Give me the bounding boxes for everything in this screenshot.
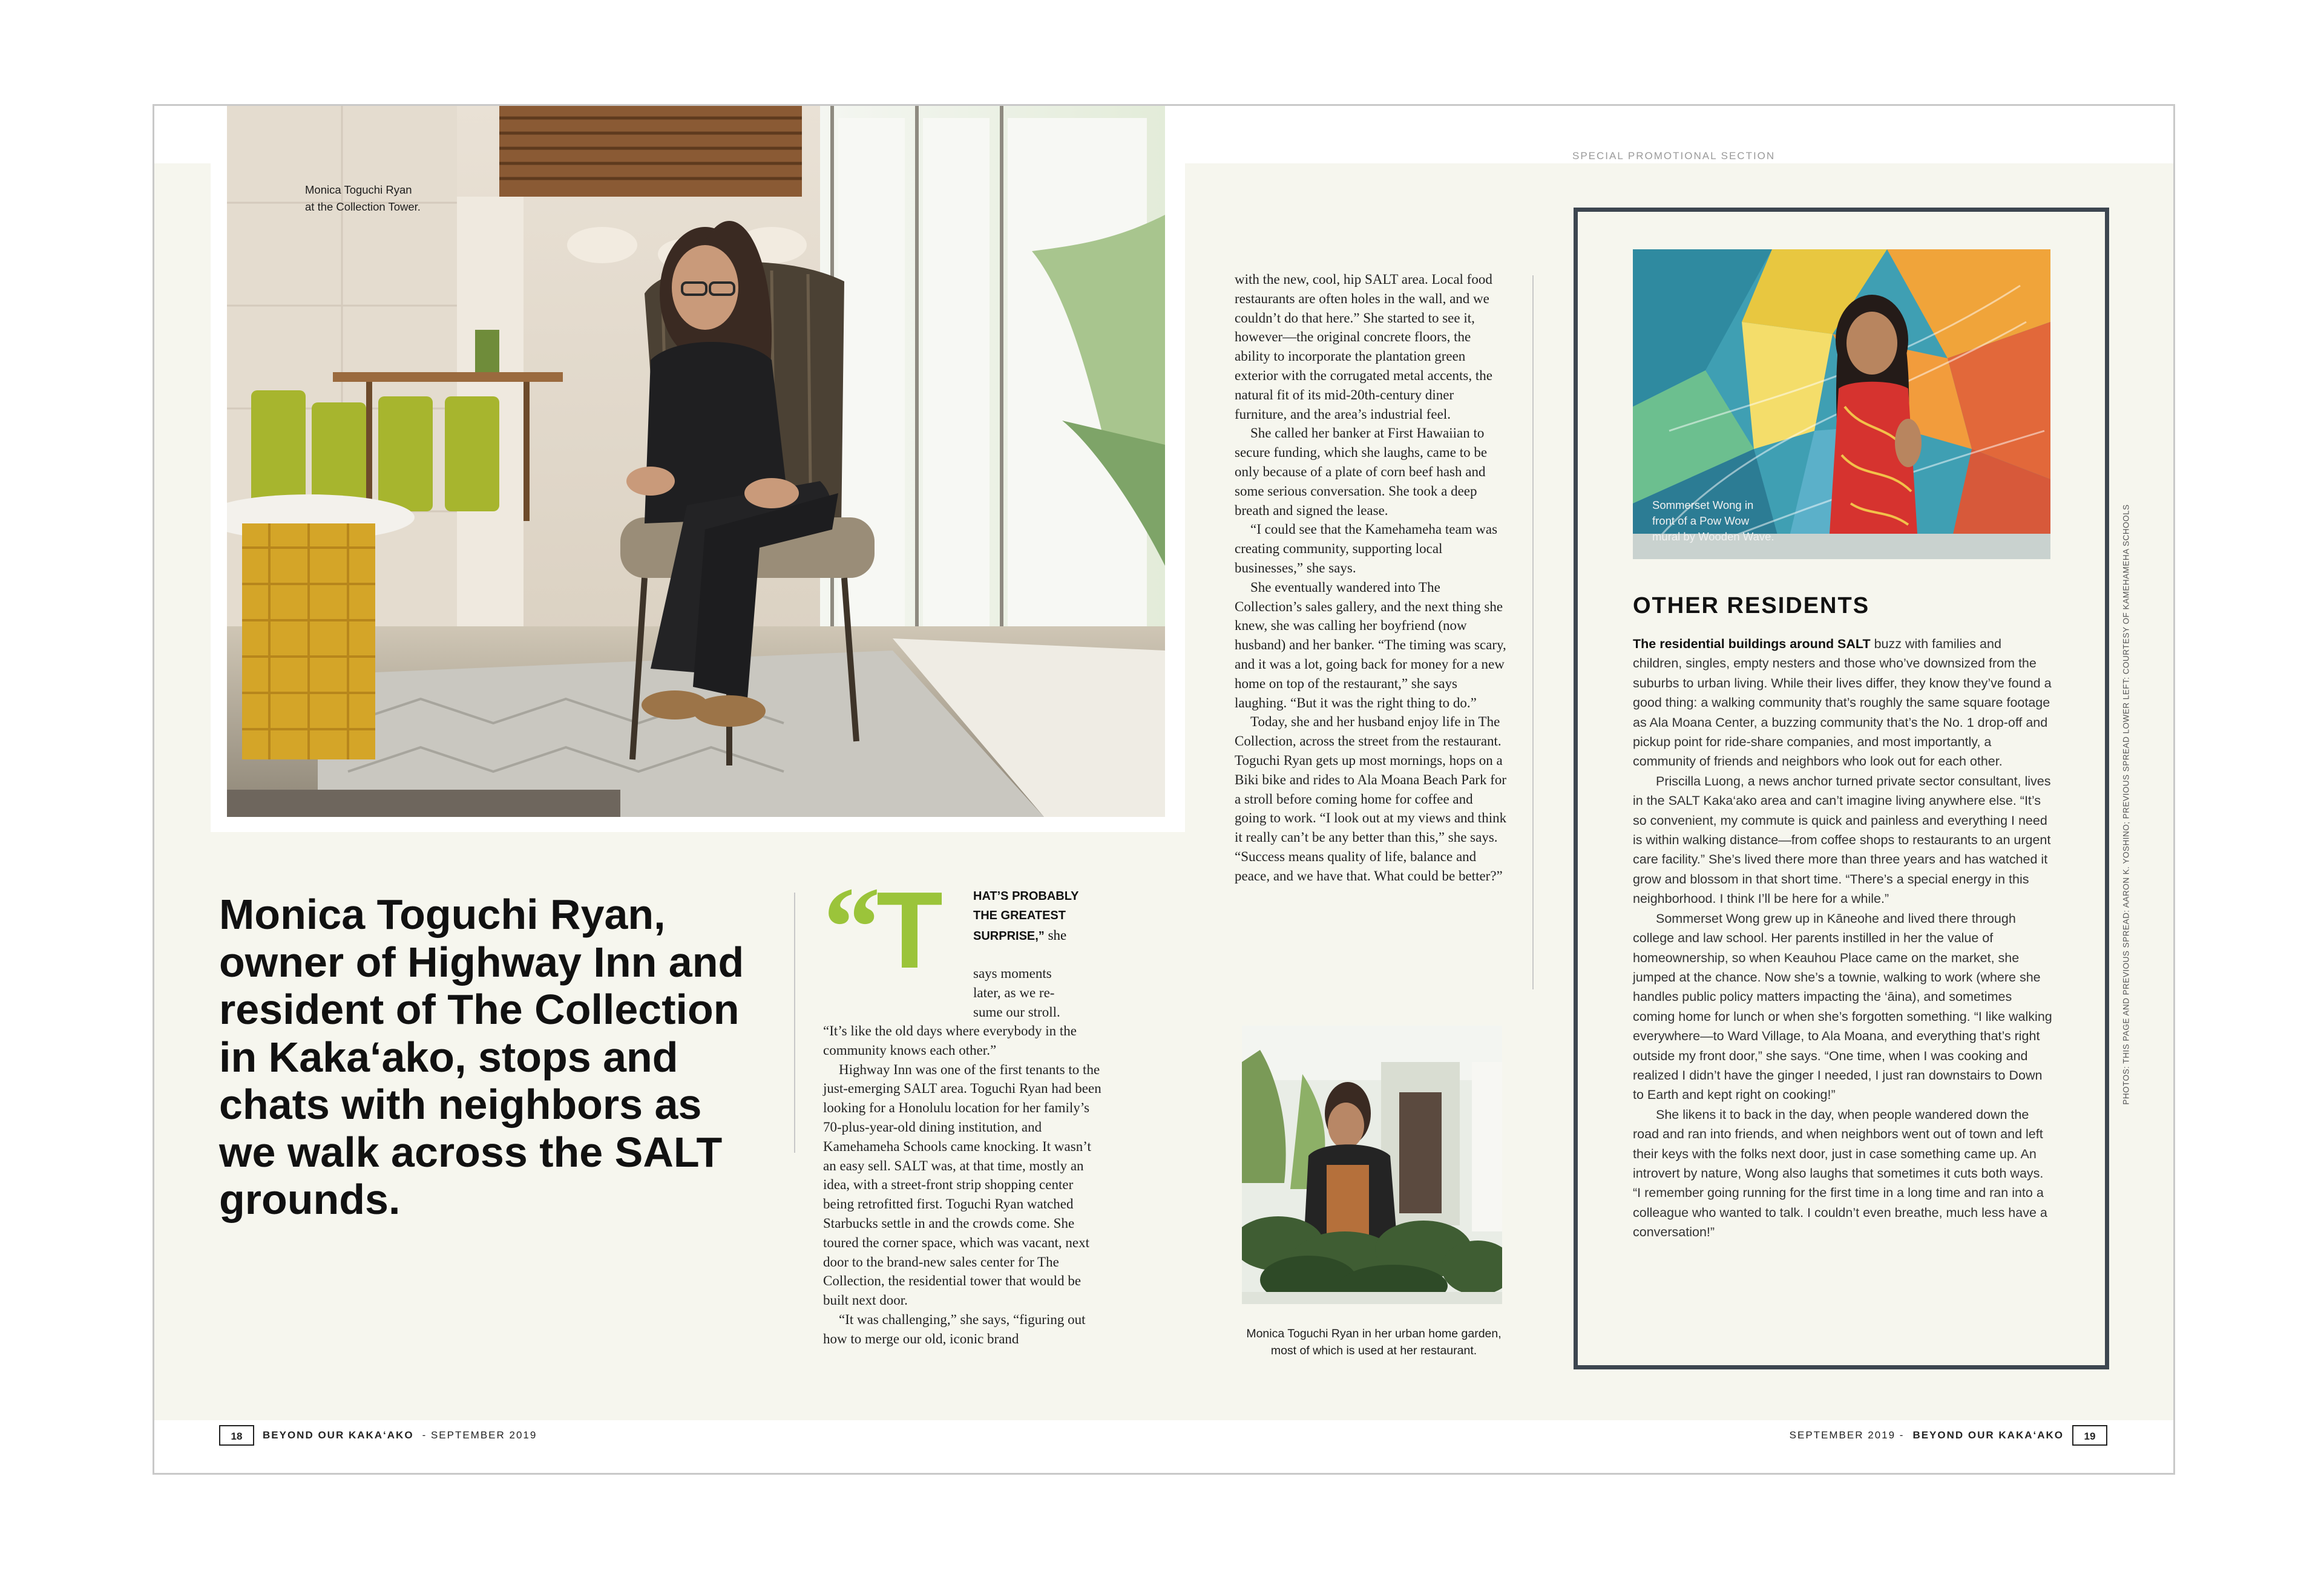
col1-paragraph-3: “It was challenging,” she says, “figuring out how to merge our old, iconic brand — [823, 1311, 1086, 1346]
lead-line-3 — [973, 926, 1094, 946]
sidebar-paragraph-3: Sommerset Wong grew up in Kāneohe and lived there through college and law school. Her parents instilled in her the value of homeownership, so when Keauhou Place came on the market, she jumped at the chance. Now she’s a townie, walking to work (where she handles public policy matters impacting the ‘āina), and sometimes coming home for lunch or when she’s forgotten something. “I like walking everywhere—to Ward Village, to Ala Moana, and everything that’s right outside my front door,” she says. “One time, when I was cooking and realized I didn’t have the ginger I needed, I just ran downstairs to Down to Earth and kept right on cooking!” — [1633, 911, 2052, 1103]
right-footer — [1790, 1424, 2107, 1446]
sidebar-paragraph-2: Priscilla Luong, a news anchor turned private sector consultant, lives in the SALT Kaka‘ako area and can’t imagine living anywhere else. “It’s so convenient, my commute is quick and painless and everything I need is within walking distance—from coffee shops to restaurants to an urgent care facility.” She’s lived there more than three years and has watched it grow and blossom in that short time. “There’s a special energy in this neighborhood. I think I’ll be here for a while.” — [1633, 773, 2051, 906]
sidebar-paragraph-1 — [1633, 634, 2053, 772]
right-page-number: 19 — [2072, 1425, 2107, 1446]
left-footer-title: BEYOND OUR KAKA‘AKO — [263, 1429, 414, 1441]
col2-paragraph-4: She eventually wandered into The Collection’s sales gallery, and the next thing she knew, she was calling her boyfriend (now husband) and her banker. “The timing was scary, and it was a lot, going back for money for a new home on top of the restaurant,” she says laughing. “But it was the right thing to do.” — [1235, 579, 1506, 710]
garden-photo — [1242, 1026, 1502, 1304]
col2-paragraph-1: with the new, cool, hip SALT area. Local food restaurants are often holes in the wall, and we couldn’t do that here.” She started to see it, however—the original concrete floors, the ability to incorporate the plantation green exterior with the corrugated metal accents, the natural fit of its mid-20th-century diner furniture, and the area’s industrial feel. — [1235, 272, 1492, 422]
column-divider-left — [794, 893, 795, 1153]
sidebar-lead-bold: The residential buildings around SALT — [1633, 637, 1871, 651]
dropcap-letter: T — [876, 870, 943, 991]
photo-credit: PHOTOS: THIS PAGE AND PREVIOUS SPREAD: AARON K. YOSHINO; PREVIOUS SPREAD LOWER LEFT: COURTESY OF KAMEHAMEHA SCHOOLS — [2121, 504, 2131, 1105]
lead-line-4: says moments — [973, 966, 1052, 981]
article-column-2 — [1235, 270, 1507, 886]
main-caption-line1: Monica Toguchi Ryan — [305, 183, 412, 196]
col1-paragraph-1: “It’s like the old days where everybody in the community knows each other.” — [823, 1023, 1077, 1058]
promo-section-label: SPECIAL PROMOTIONAL SECTION — [1572, 150, 1776, 162]
main-caption-line2: at the Collection Tower. — [305, 200, 421, 213]
lead-line-2: THE GREATEST — [973, 908, 1066, 922]
left-page-number: 18 — [219, 1425, 254, 1446]
lead-caps — [973, 887, 1094, 946]
right-footer-date: SEPTEMBER 2019 - — [1789, 1429, 1905, 1441]
right-footer-title: BEYOND OUR KAKA‘AKO — [1912, 1429, 2064, 1441]
col2-paragraph-2: She called her banker at First Hawaiian to secure funding, which she laughs, came to be only because of a plate of corn beef hash and some serious conversation. She took a deep breath and signed the lease. — [1235, 425, 1488, 518]
sidebar-paragraph-4: She likens it to back in the day, when people wandered down the road and ran into friends, and when neighbors went out of town and left their keys with the folks next door, just in case something came up. An introvert by nature, Wong also laughs that sometimes it cuts both ways. “I remember going running for the first time in a long time and ran into a colleague who wanted to talk. I couldn’t even breathe, much less have a conversation!” — [1633, 1107, 2047, 1240]
headline: Monica Toguchi Ryan, owner of Highway Inn and resident of The Collection in Kaka‘ako, stops and chats with neighbors as we walk across the SALT grounds. — [219, 891, 744, 1223]
left-footer — [219, 1424, 537, 1446]
garden-caption-line1: Monica Toguchi Ryan in her urban home garden, — [1246, 1327, 1502, 1340]
main-photo-caption — [305, 182, 421, 215]
left-footer-date: - SEPTEMBER 2019 — [422, 1429, 537, 1441]
col2-paragraph-5: Today, she and her husband enjoy life in The Collection, across the street from the restaurant. Toguchi Ryan gets up most mornings, hops on a Biki bike and rides to Ala Moana Beach Park for a stroll before coming home for coffee and going to work. “I look out at my views and think it really can’t be any better than this,” she says. “Success means quality of life, balance and peace, and we have that. What could be better?” — [1235, 714, 1507, 883]
lead-line-1: HAT’S PROBABLY — [973, 890, 1079, 903]
mural-photo-caption — [1652, 497, 1774, 545]
sidebar-p1-rest: buzz with families and children, singles, empty nesters and those who’ve downsized from the suburbs to urban living. While their lives differ, they know they’ve found a good thing: a walking community that’s roughly the same square footage as Ala Moana Center, a buzzing community that’s the No. 1 drop-off and pickup point for ride-share companies, and most importantly, a community of friends and neighbors who look out for each other. — [1633, 637, 2052, 769]
mural-caption-line2: front of a Pow Wow — [1652, 514, 1750, 527]
article-column-1 — [823, 1021, 1101, 1349]
lead-line-5: later, as we re- — [973, 985, 1055, 1000]
lead-line-6: sume our stroll. — [973, 1004, 1060, 1020]
garden-caption-line2: most of which is used at her restaurant. — [1270, 1344, 1477, 1357]
mural-caption-line3: mural by Wooden Wave. — [1652, 530, 1774, 543]
col2-paragraph-3: “I could see that the Kamehameha team was creating community, supporting local businesses,” she says. — [1235, 522, 1498, 575]
lead-line-3-rest: she — [1044, 927, 1067, 943]
mural-caption-line1: Sommerset Wong in — [1652, 499, 1754, 511]
column-divider-right — [1532, 275, 1534, 989]
dropcap-quote-mark: “ — [823, 864, 881, 991]
col1-paragraph-2: Highway Inn was one of the first tenants to the just-emerging SALT area. Toguchi Ryan had been looking for a Honolulu location for her family’s 70-plus-year-old dining institution, and Kamehameha Schools came knocking. It wasn’t an easy sell. SALT was, at that time, mostly an idea, with a street-front strip shopping center being retrofitted first. Toguchi Ryan watched Starbucks settle in and the crowds come. She toured the corner space, which was vacant, next door to the brand-new sales center for The Collection, the residential tower that would be built next door. — [823, 1061, 1101, 1308]
sidebar-text — [1633, 634, 2053, 1242]
lead-line-3-bold: SURPRISE,” — [973, 929, 1045, 943]
lead-lines-narrow — [973, 964, 1094, 1021]
other-residents-heading: OTHER RESIDENTS — [1633, 593, 1870, 618]
garden-photo-caption — [1216, 1325, 1531, 1359]
